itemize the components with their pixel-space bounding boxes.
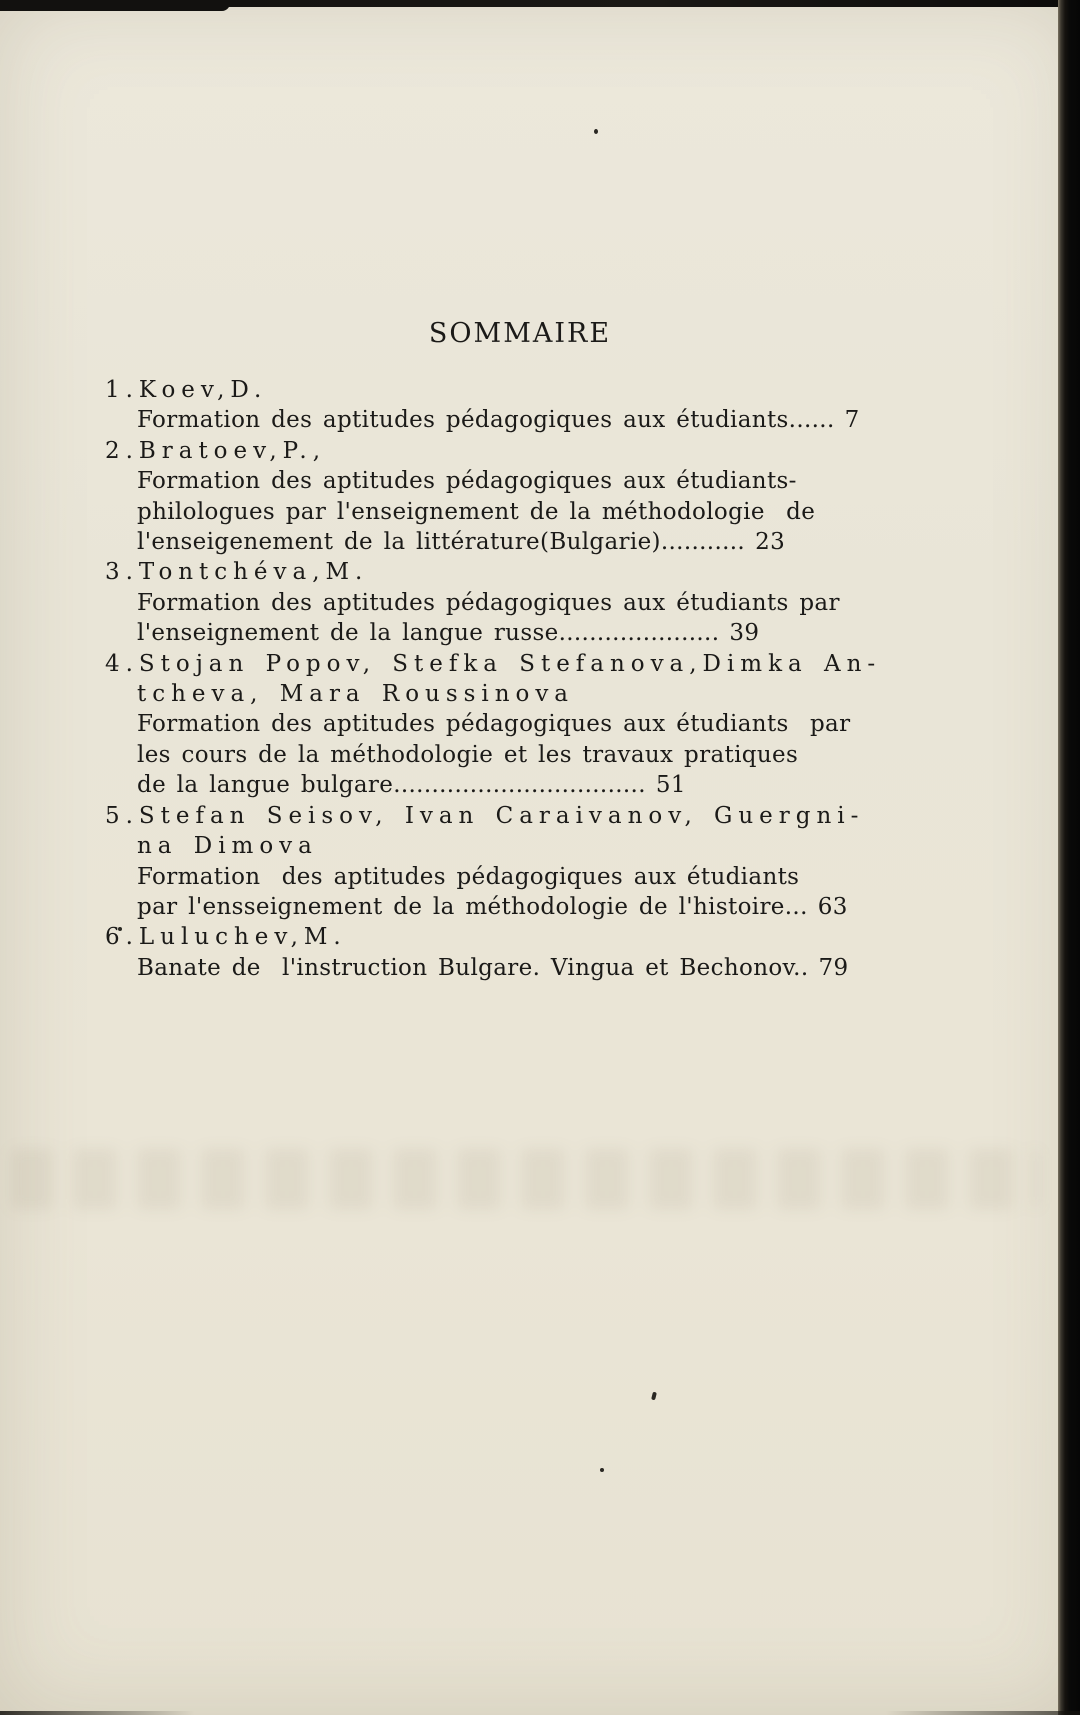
page-number: 7 [844,407,860,434]
entry-heading-text: 2.Bratoev,P., [105,437,327,464]
entry-heading-text: 3.Tontchéva,M. [105,559,369,586]
page-number: 51 [655,772,686,799]
ink-speck [651,1392,657,1401]
page-number: 39 [729,620,760,647]
entry-heading-text: tcheva, Mara Roussinova [137,681,575,708]
entry-line-text: Formation des aptitudes pédagogiques aux étudiants par [137,589,840,616]
dotted-leader-text: Banate de l'instruction Bulgare. Vingua et Bechonov.. [137,954,809,981]
toc-entry [0,436,1040,558]
entry-line [137,466,890,496]
page-show-through-artifact [10,1148,1040,1210]
page-title: SOMMAIRE [428,318,612,349]
ink-speck [600,1468,604,1472]
entry-heading [105,922,1040,952]
dotted-leader-text: de la langue bulgare................................. [137,772,646,799]
ink-speck [594,129,598,134]
entry-line-text: les cours de la méthodologie et les travaux pratiques [137,741,799,768]
page-number: 79 [818,954,849,981]
toc-entry [0,922,1040,983]
entry-line [137,770,890,800]
toc-entry [0,649,1040,801]
entry-line [137,862,890,892]
entry-line [137,588,890,618]
dotted-leader-text: par l'ensseignement de la méthodologie de l'histoire... [137,893,808,920]
entry-line [137,497,890,527]
entry-line [137,527,890,557]
entry-line [137,618,890,648]
entry-line [137,892,890,922]
entry-heading-continuation [137,679,1040,709]
entry-line [137,740,890,770]
entry-heading [105,375,1040,405]
entry-line [137,709,890,739]
entry-heading-text: 6.Luluchev,M. [105,924,347,951]
book-binding-edge [1058,0,1080,1715]
dotted-leader-text: Formation des aptitudes pédagogiques aux étudiants...... [137,407,835,434]
entry-line [137,405,890,435]
scan-top-left-edge [0,0,230,11]
entry-heading-text: 4.Stojan Popov, Stefka Stefanova,Dimka An- [105,650,882,677]
entry-line-text: philologues par l'enseignement de la méthodologie de [137,498,816,525]
entry-line [137,953,890,983]
toc-entry [0,801,1040,923]
page-number: 63 [817,893,848,920]
entry-heading [105,436,1040,466]
entry-heading-text: 5.Stefan Seisov, Ivan Caraivanov, Guergni- [105,802,865,829]
entry-line-text: Formation des aptitudes pédagogiques aux étudiants [137,863,800,890]
dotted-leader-text: l'enseigenement de la littérature(Bulgarie)........... [137,529,746,556]
toc-entry [0,557,1040,648]
entry-heading [105,557,1040,587]
entry-heading-continuation [137,831,1040,861]
entry-line-text: Formation des aptitudes pédagogiques aux étudiants par [137,711,851,738]
scan-bottom-edge [0,1711,1080,1715]
entry-heading [105,649,1040,679]
toc-entry [0,375,1040,436]
entry-line-text: Formation des aptitudes pédagogiques aux étudiants- [137,468,797,495]
entry-heading [105,801,1040,831]
page-number: 23 [755,529,786,556]
entry-heading-text: 1.Koev,D. [105,377,268,403]
dotted-leader-text: l'enseignement de la langue russe..................... [137,620,720,647]
table-of-contents [0,318,1040,983]
entry-heading-text: na Dimova [137,833,318,860]
